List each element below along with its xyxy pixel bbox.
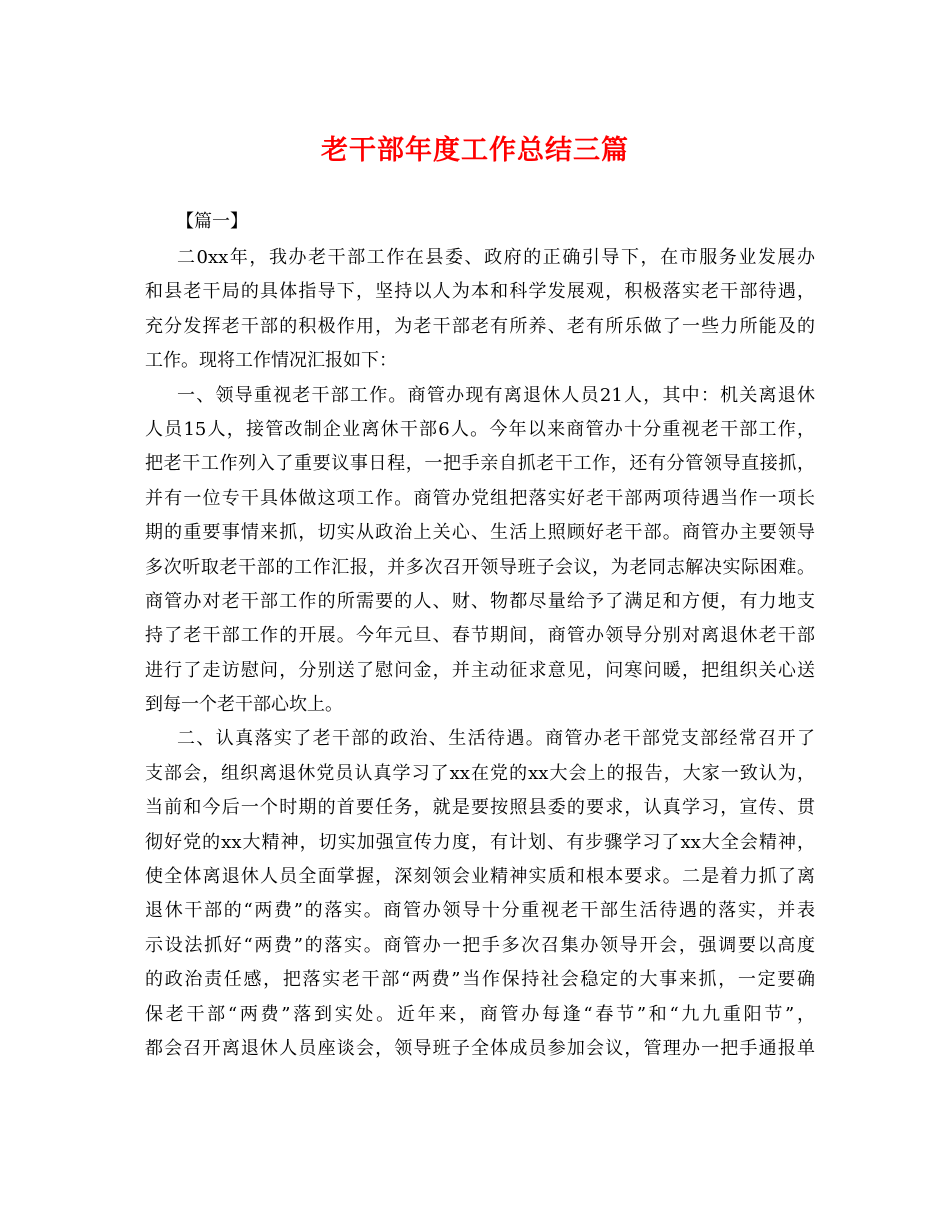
text-line: 期的重要事情来抓，切实从政治上关心、生活上照顾好老干部。商管办主要领导	[145, 522, 815, 544]
text-line: 保老干部“两费”落到实处。近年来，商管办每逢“春节”和“九九重阳节”，	[145, 1003, 815, 1025]
text-line: 示设法抓好“两费”的落实。商管办一把手多次召集办领导开会，强调要以高度	[145, 934, 815, 956]
text-line: 进行了走访慰问，分别送了慰问金，并主动征求意见，问寒问暖，把组织关心送	[145, 659, 815, 681]
text-line: 持了老干部工作的开展。今年元旦、春节期间，商管办领导分别对离退休老干部	[145, 625, 815, 647]
text-line: 并有一位专干具体做这项工作。商管办党组把落实好老干部两项待遇当作一项长	[145, 487, 815, 509]
text-line: 工作。现将工作情况汇报如下：	[145, 350, 397, 372]
paragraph-section-one	[145, 379, 815, 723]
paragraph-intro	[145, 241, 815, 379]
text-line: 彻好党的xx大精神，切实加强宣传力度，有计划、有步骤学习了xx大全会精神，	[145, 831, 815, 853]
text-line: 当前和今后一个时期的首要任务，就是要按照县委的要求，认真学习，宣传、贯	[145, 797, 815, 819]
document-body	[145, 241, 815, 1066]
text-line: 都会召开离退休人员座谈会，领导班子全体成员参加会议，管理办一把手通报单	[145, 1037, 815, 1059]
text-line: 把老干工作列入了重要议事日程，一把手亲自抓老干工作，还有分管领导直接抓，	[145, 453, 815, 475]
text-line: 商管办对老干部工作的所需要的人、财、物都尽量给予了满足和方便，有力地支	[145, 590, 815, 612]
text-line: 退休干部的“两费”的落实。商管办领导十分重视老干部生活待遇的落实，并表	[145, 900, 815, 922]
document-title: 老干部年度工作总结三篇	[321, 135, 629, 166]
text-line: 二0xx年，我办老干部工作在县委、政府的正确引导下，在市服务业发展办	[177, 247, 815, 268]
text-line: 支部会，组织离退休党员认真学习了xx在党的xx大会上的报告，大家一致认为，	[145, 762, 815, 784]
text-line: 使全体离退休人员全面掌握，深刻领会业精神实质和根本要求。二是着力抓了离	[145, 866, 815, 888]
text-line: 和县老干局的具体指导下，坚持以人为本和科学发展观，积极落实老干部待遇，	[145, 281, 815, 303]
paragraph-section-two	[145, 722, 815, 1066]
text-line: 二、认真落实了老干部的政治、生活待遇。商管办老干部党支部经常召开了	[177, 728, 815, 750]
text-line: 一、领导重视老干部工作。商管办现有离退休人员21人，其中：机关离退休	[177, 384, 815, 406]
text-line: 多次听取老干部的工作汇报，并多次召开领导班子会议，为老同志解决实际困难。	[145, 556, 815, 578]
text-line: 到每一个老干部心坎上。	[145, 694, 343, 716]
text-line: 人员15人，接管改制企业离休干部6人。今年以来商管办十分重视老干部工作，	[145, 418, 815, 440]
text-line: 的政治责任感，把落实老干部“两费”当作保持社会稳定的大事来抓，一定要确	[145, 969, 815, 991]
section-label: 【篇一】	[176, 211, 248, 232]
text-line: 充分发挥老干部的积极作用，为老干部老有所养、老有所乐做了一些力所能及的	[145, 315, 815, 337]
